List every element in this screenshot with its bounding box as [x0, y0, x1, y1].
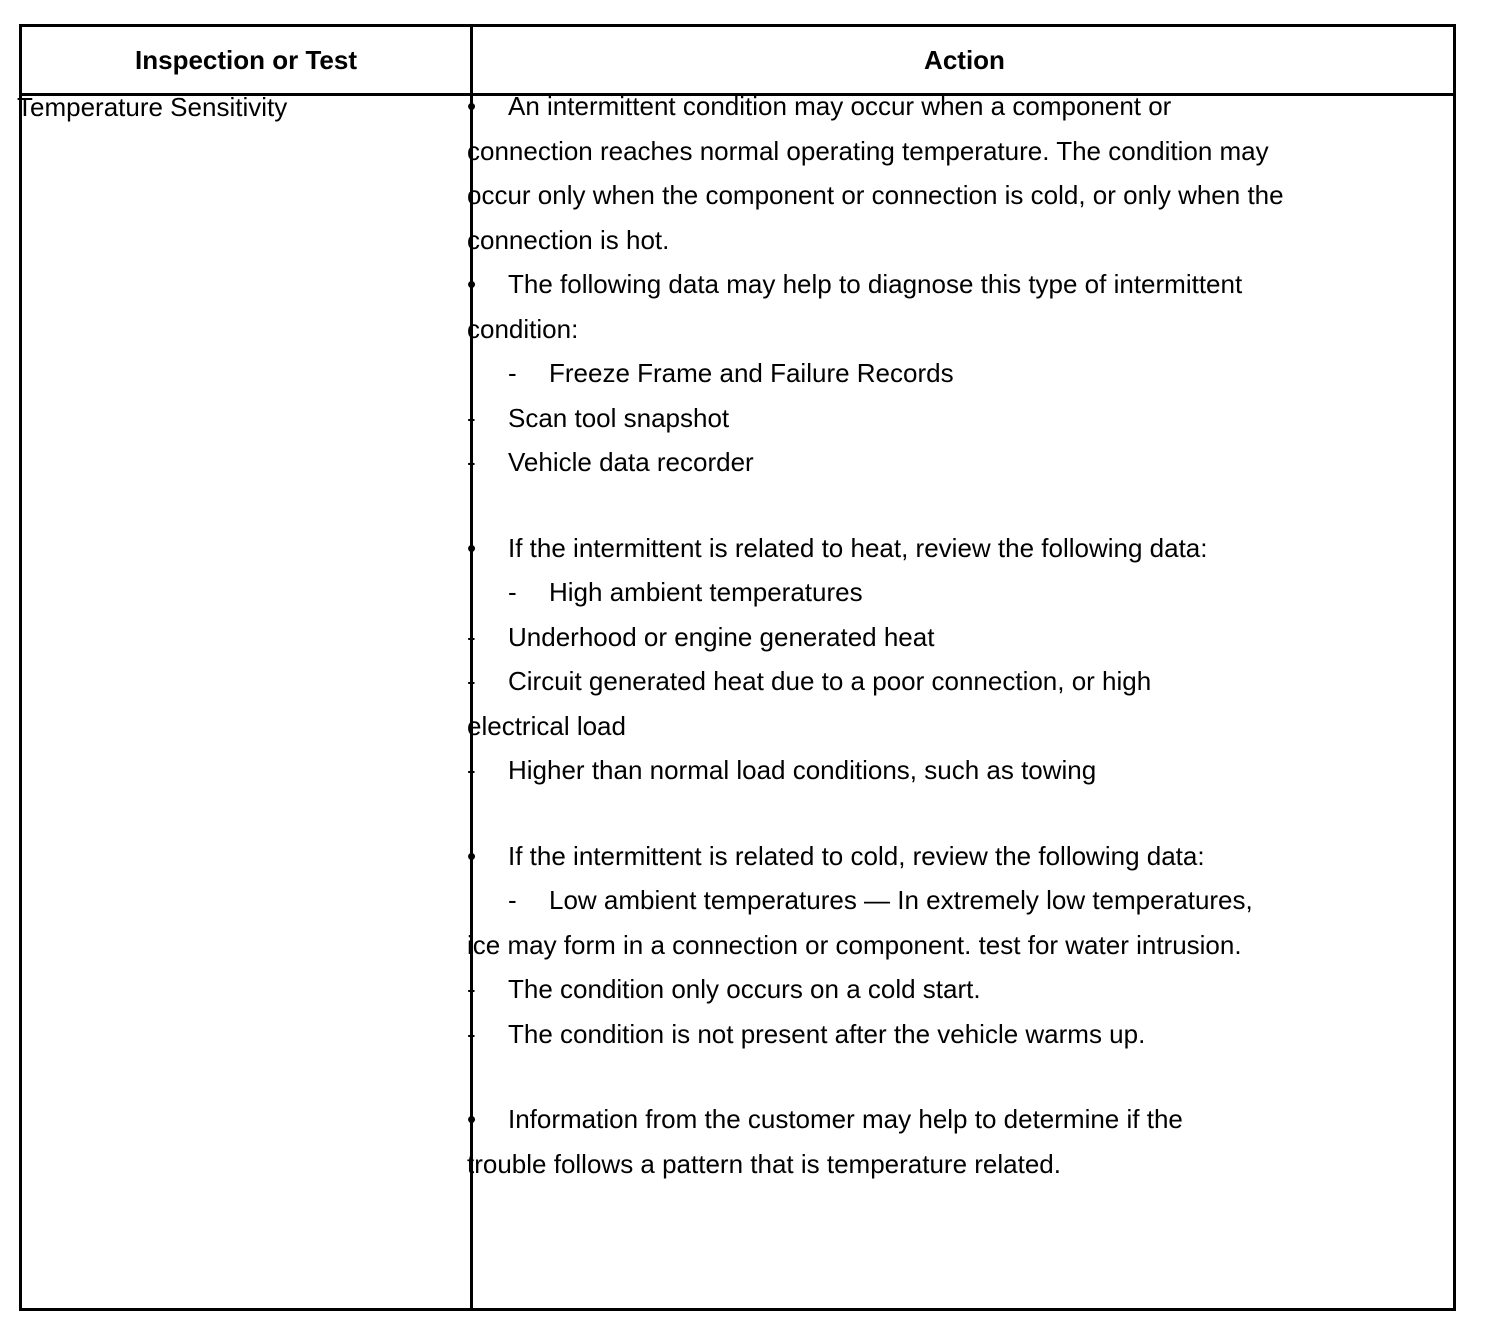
header-inspection-or-test: Inspection or Test: [135, 45, 357, 75]
action-line: [467, 262, 1367, 307]
paragraph-gap: [467, 1056, 1367, 1097]
action-line-text: Circuit generated heat due to a poor connection, or high: [508, 666, 1152, 696]
action-line-text: The condition only occurs on a cold start.: [508, 974, 981, 1004]
bullet-marker: •: [467, 532, 477, 563]
bullet-marker: •: [467, 269, 477, 299]
action-line: [467, 307, 1367, 352]
dash-marker: -: [467, 666, 476, 696]
action-line-text: The following data may help to diagnose this type of intermittent: [508, 269, 1243, 299]
dash-marker: -: [467, 621, 476, 652]
action-line-text: electrical load: [467, 710, 626, 741]
action-line-text: trouble follows a pattern that is temperature related.: [467, 1148, 1061, 1179]
action-line-text: connection is hot.: [467, 224, 670, 255]
dash-marker: -: [467, 974, 476, 1004]
action-line: [467, 1012, 1367, 1057]
action-line-text: High ambient temperatures: [549, 577, 863, 607]
action-line: [467, 129, 1367, 174]
action-line: [467, 834, 1367, 879]
dash-marker: -: [467, 402, 476, 433]
action-line: [467, 1097, 1367, 1142]
header-action: Action: [924, 45, 1005, 75]
dash-marker: -: [467, 1018, 476, 1049]
action-line: [467, 1142, 1367, 1187]
action-cell: [467, 84, 1367, 1186]
action-line-text: Low ambient temperatures — In extremely low temperatures,: [549, 885, 1253, 915]
action-line: [467, 748, 1367, 793]
action-line: [467, 526, 1367, 571]
action-line: [467, 218, 1367, 263]
paragraph-gap: [467, 793, 1367, 834]
action-line: [467, 570, 1367, 615]
action-line: [467, 923, 1367, 968]
action-line-text: An intermittent condition may occur when a component or: [508, 91, 1172, 121]
action-line: [467, 440, 1367, 485]
action-line: [467, 173, 1367, 218]
action-line: [467, 704, 1367, 749]
action-line-text: Underhood or engine generated heat: [508, 621, 935, 652]
action-line: [467, 351, 1367, 396]
action-line-text: If the intermittent is related to cold, review the following data:: [508, 840, 1205, 871]
action-line: [467, 396, 1367, 441]
bullet-marker: •: [467, 1104, 477, 1134]
action-line-text: condition:: [467, 313, 579, 344]
action-line-text: Freeze Frame and Failure Records: [549, 358, 954, 388]
action-line: [467, 967, 1367, 1012]
dash-marker: -: [508, 358, 517, 388]
inspection-cell: Temperature Sensitivity: [17, 92, 288, 122]
dash-marker: -: [467, 755, 476, 785]
action-line: [467, 615, 1367, 660]
action-line-text: Vehicle data recorder: [508, 447, 754, 477]
action-line-text: Scan tool snapshot: [508, 402, 730, 433]
action-line-text: The condition is not present after the vehicle warms up.: [508, 1018, 1146, 1049]
bullet-marker: •: [467, 840, 477, 871]
action-line: [467, 84, 1367, 129]
dash-marker: -: [508, 577, 517, 607]
bullet-marker: •: [467, 91, 477, 121]
action-line-text: Information from the customer may help to determine if the: [508, 1104, 1183, 1134]
action-line-text: If the intermittent is related to heat, review the following data:: [508, 532, 1208, 563]
action-line-text: ice may form in a connection or component. test for water intrusion.: [467, 929, 1242, 960]
paragraph-gap: [467, 485, 1367, 526]
action-line: [467, 878, 1367, 923]
action-line-text: occur only when the component or connection is cold, or only when the: [467, 180, 1284, 210]
action-line: [467, 659, 1367, 704]
dash-marker: -: [467, 447, 476, 477]
action-line-text: Higher than normal load conditions, such as towing: [508, 755, 1097, 785]
action-line-text: connection reaches normal operating temperature. The condition may: [467, 135, 1269, 166]
dash-marker: -: [508, 885, 517, 915]
